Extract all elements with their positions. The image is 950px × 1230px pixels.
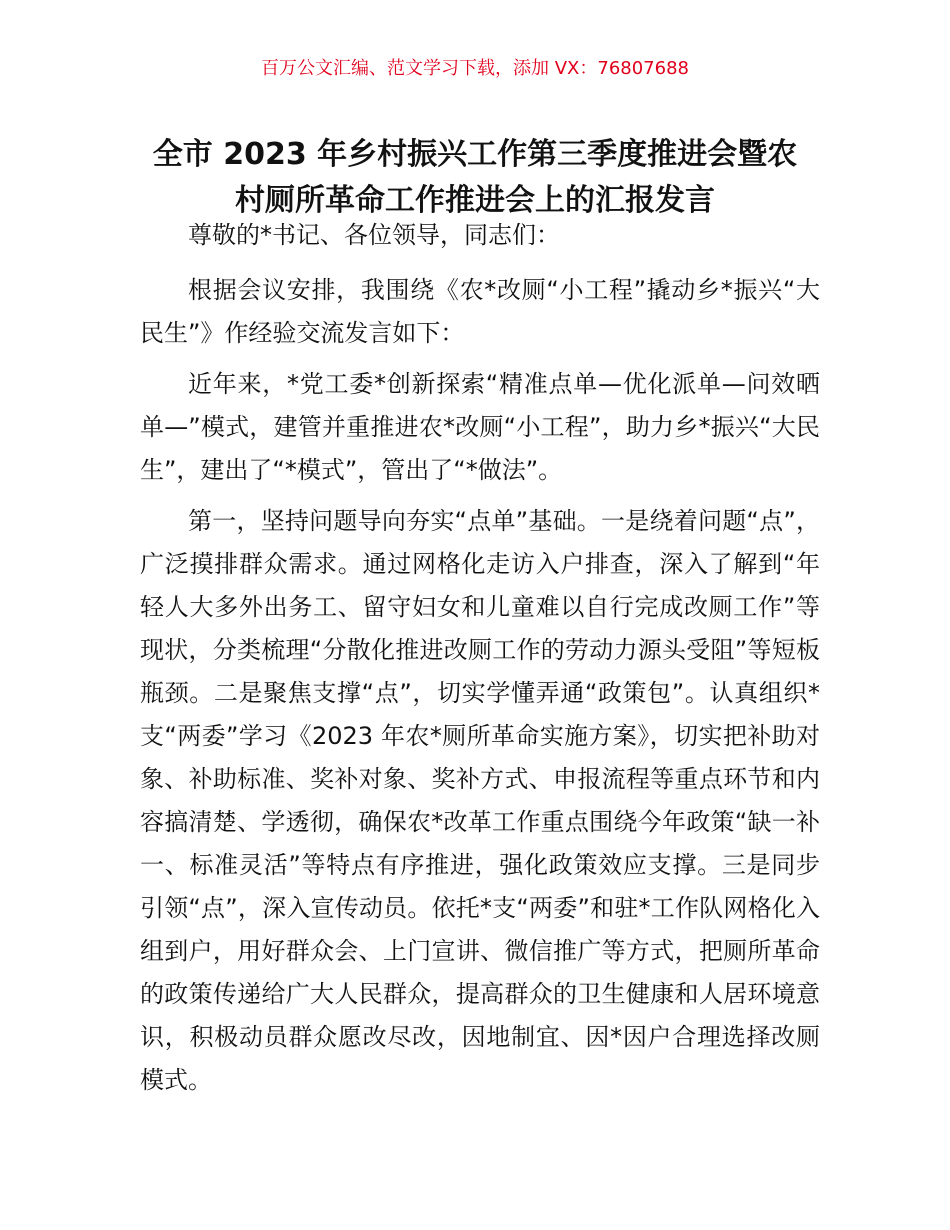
paragraph-overview: 近年来，*党工委*创新探索“精准点单—优化派单—问效晒单—”模式，建管并重推进农*改厕“小工程”，助力乡*振兴“大民生”，建出了“*模式”，管出了“*做法”。: [140, 370, 820, 484]
title-line-2: 村厕所革命工作推进会上的汇报发言: [235, 183, 715, 219]
title-line-1: 全市 2023 年乡村振兴工作第三季度推进会暨农: [152, 137, 798, 173]
greeting: 尊敬的*书记、各位领导，同志们：: [188, 221, 560, 249]
document-body: [140, 214, 820, 1110]
header-note: 百万公文汇编、范文学习下载，添加 VX：76807688: [261, 58, 689, 79]
paragraph-intro: 根据会议安排，我围绕《农*改厕“小工程”撬动乡*振兴“大民生”》作经验交流发言如下：: [140, 276, 820, 347]
paragraph-first-point: 第一，坚持问题导向夯实“点单”基础。一是绕着问题“点”，广泛摸排群众需求。通过网格化走访入户排查，深入了解到“年轻人大多外出务工、留守妇女和儿童难以自行完成改厕工作”等现状，分类梳理“分散化推进改厕工作的劳动力源头受阻”等短板瓶颈。二是聚焦支撑“点”，切实学懂弄通“政策包”。认真组织*支“两委”学习《2023 年农*厕所革命实施方案》，切实把补助对象、补助标准、奖补对象、奖补方式、申报流程等重点环节和内容搞清楚、学透彻，确保农*改革工作重点围绕今年政策“缺一补一、标准灵活”等特点有序推进，强化政策效应支撑。三是同步引领“点”，深入宣传动员。依托*支“两委”和驻*工作队网格化入组到户，用好群众会、上门宣讲、微信推广等方式，把厕所革命的政策传递给广大人民群众，提高群众的卫生健康和人居环境意识，积极动员群众愿改尽改，因地制宜、因*因户合理选择改厕模式。: [140, 507, 820, 1094]
document-title: [90, 132, 860, 224]
